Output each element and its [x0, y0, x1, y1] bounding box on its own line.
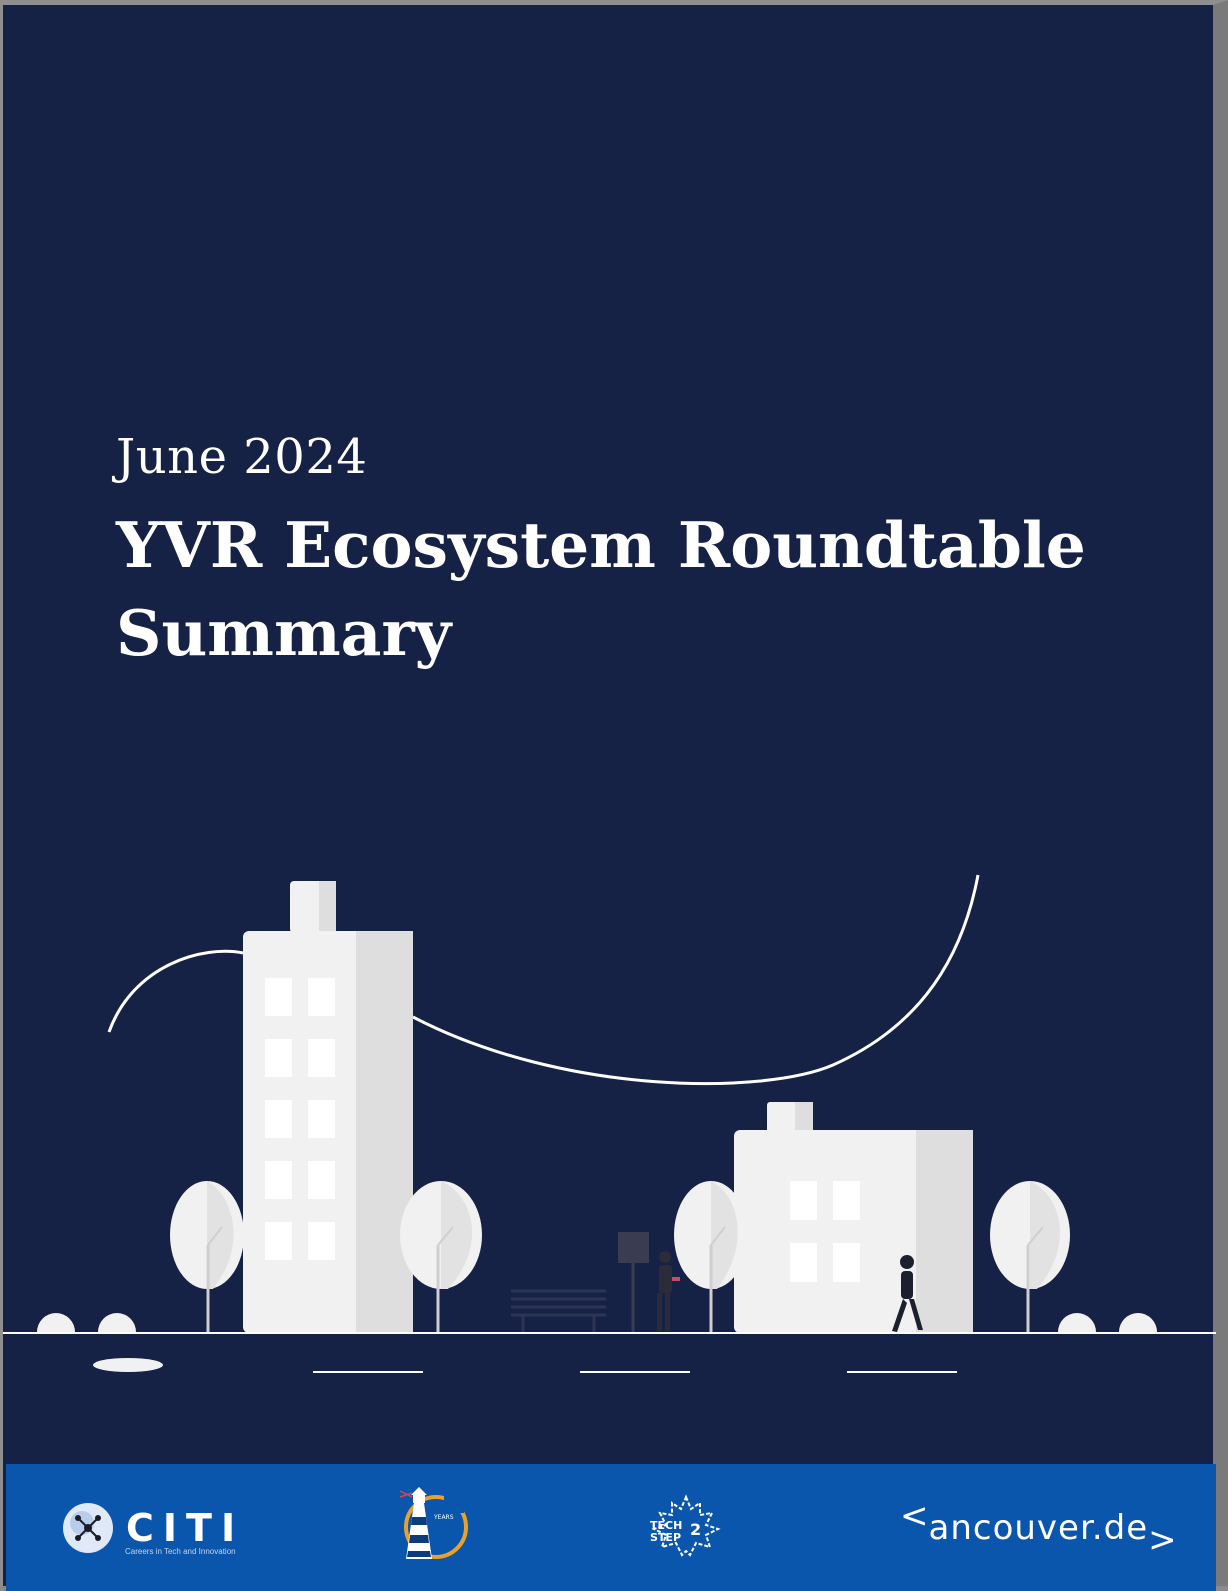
svg-text:STEP: STEP — [650, 1530, 682, 1544]
person-standing — [657, 1251, 680, 1331]
svg-text:2: 2 — [690, 1519, 702, 1539]
partner-footer — [6, 1464, 1216, 1591]
report-title: YVR Ecosystem Roundtable Summary — [116, 508, 1086, 670]
tall-building — [243, 881, 413, 1333]
lighthouse-10-years-logo — [392, 1464, 476, 1591]
close-angle-bracket: > — [1148, 1519, 1177, 1560]
vancouver-dev-logo — [900, 1464, 1177, 1591]
vancouver-wordmark: ancouver.de — [928, 1507, 1149, 1548]
lighthouse-years-label: YEARS — [434, 1514, 454, 1521]
street-sign — [618, 1232, 649, 1333]
report-date: June 2024 — [116, 429, 368, 485]
citi-tagline: Careers in Tech and Innovation — [125, 1547, 236, 1556]
curve-line-left — [109, 951, 243, 1032]
park-bench — [511, 1291, 606, 1333]
lighthouse-icon — [392, 1483, 476, 1573]
short-building — [734, 1102, 973, 1333]
citi-wordmark: CITI — [126, 1505, 245, 1550]
tech2step-logo — [644, 1464, 728, 1591]
city-street-illustration — [3, 865, 1216, 1405]
tech2step-maple-leaf-icon — [644, 1493, 728, 1563]
citi-logo — [60, 1464, 244, 1591]
svg-text:TECH: TECH — [650, 1518, 683, 1532]
tree-4 — [990, 1181, 1070, 1333]
open-angle-bracket: < — [900, 1495, 929, 1536]
citi-network-icon — [60, 1500, 116, 1556]
road-puddle — [93, 1358, 163, 1372]
tree-1 — [170, 1181, 244, 1333]
curve-line-right — [413, 875, 978, 1084]
